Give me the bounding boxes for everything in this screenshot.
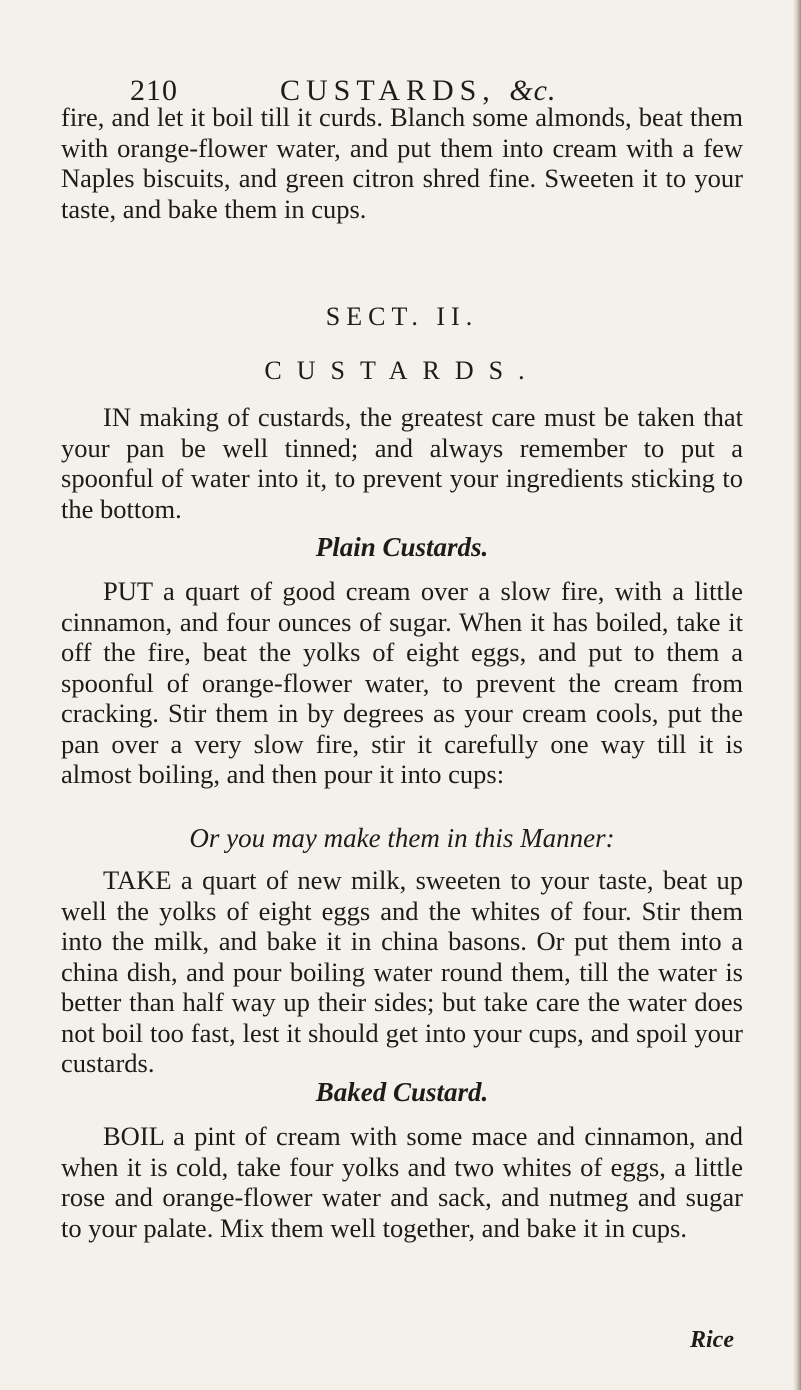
- running-head-etc: &c.: [509, 74, 557, 107]
- recipe-title-variant: Or you may make them in this Manner:: [189, 823, 615, 853]
- continuation-paragraph: fire, and let it boil till it curds. Blanch some almonds, beat them with orange-flower water, and put them into cream with a few Naples biscuits, and green citron shred fine. Sweeten it to your taste, and bake them in cups.: [61, 102, 743, 224]
- recipe-text-variant: TAKE a quart of new milk, sweeten to your taste, beat up well the yolks of eight eggs and the whites of four. Stir them into the milk, and bake it in china basons. Or put them into a china dish, and pour boiling water round them, till the water is better than half way up their sides; but take care the water does not boil too fast, lest it should get into your cups, and spoil your custards.: [61, 865, 743, 1078]
- recipe-title-plain-custards: Plain Custards.: [315, 532, 489, 562]
- section-subtitle: CUSTARDS.: [264, 356, 540, 385]
- recipe-text-baked-custard: BOIL a pint of cream with some mace and cinnamon, and when it is cold, take four yolks and two whites of eggs, a little rose and orange-flower water and sack, and nutmeg and sugar to your palate. Mix them well together, and bake it in cups.: [61, 1121, 743, 1243]
- catchword: Rice: [690, 1327, 734, 1353]
- recipe-title-baked-custard: Baked Custard.: [315, 1077, 489, 1107]
- page-number: 210: [130, 74, 178, 107]
- page-edge-shadow: [793, 0, 801, 1390]
- intro-paragraph: IN making of custards, the greatest care must be taken that your pan be well tinned; and always remember to put a spoonful of water into it, to prevent your ingredients sticking to the bottom.: [61, 402, 743, 524]
- section-title: SECT. II.: [325, 302, 479, 331]
- running-head-title: CUSTARDS,: [280, 74, 496, 107]
- recipe-text-plain-custards: PUT a quart of good cream over a slow fire, with a little cinnamon, and four ounces of sugar. When it has boiled, take it off the fire, beat the yolks of eight eggs, and put to them a spoonful of orange-flower water, to prevent the cream from cracking. Stir them in by degrees as your cream cools, put the pan over a very slow fire, stir it carefully one way till it is almost boiling, and then pour it into cups:: [61, 576, 743, 789]
